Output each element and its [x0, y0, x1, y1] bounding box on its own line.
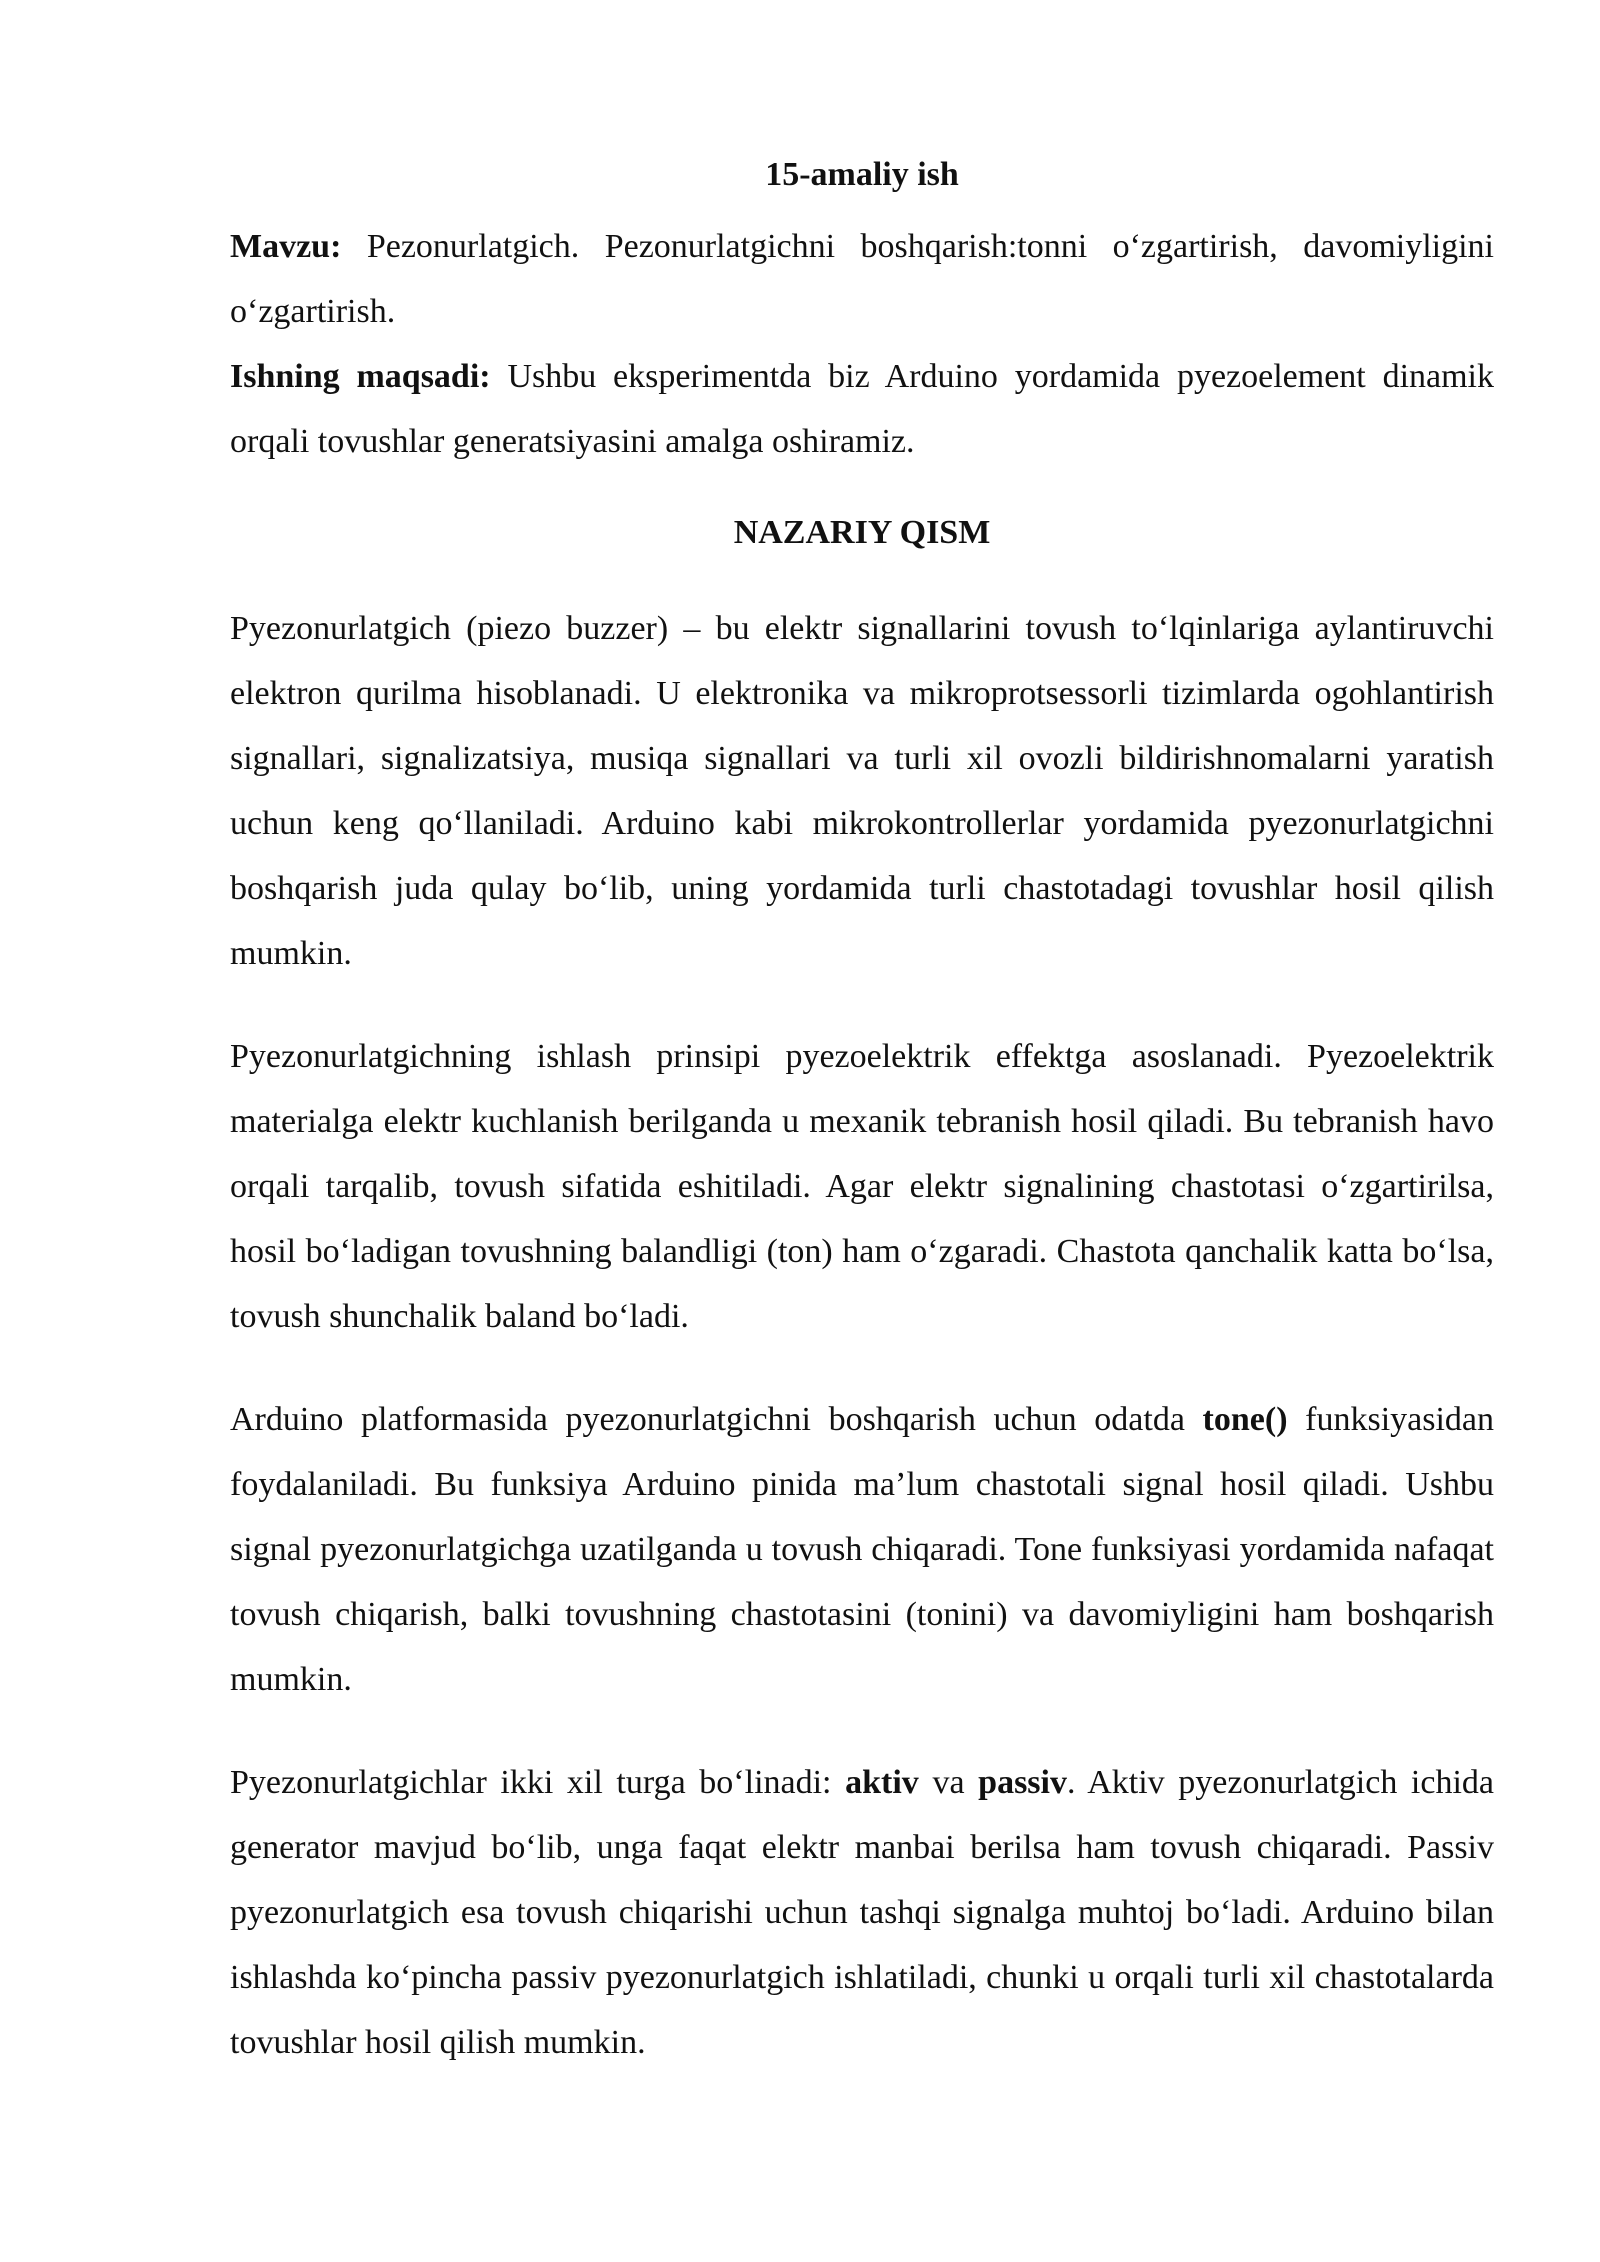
paragraph-3: [230, 1387, 1494, 1712]
topic-text: Pezonurlatgich. Pezonurlatgichni boshqarish:tonni o‘zgartirish, davomiyligini o‘zgartirish.: [230, 228, 1494, 330]
section-heading: NAZARIY QISM: [733, 514, 991, 551]
paragraph-4-text-a: Pyezonurlatgichlar ikki xil turga bo‘linadi:: [230, 1764, 832, 1801]
goal-label: Ishning maqsadi:: [230, 358, 491, 395]
paragraph-3-text-a: Arduino platformasida pyezonurlatgichni boshqarish uchun odatda: [230, 1401, 1185, 1438]
topic-line: [230, 214, 1494, 344]
paragraph-4-conjunction: va: [932, 1764, 965, 1801]
paragraph-3-text-b: funksiyasidan foydalaniladi. Bu funksiya Arduino pinida ma’lum chastotali signal hosil qiladi. Ushbu signal pyezonurlatgichga uzatilganda u tovush chiqaradi. Tone funksiyasi yordamida nafaqat tovush chiqarish, balki tovushning chastotasini (tonini) va davomiyligini ham boshqarish mumkin.: [230, 1401, 1495, 1698]
active-term: aktiv: [845, 1764, 919, 1801]
topic-label: Mavzu:: [230, 228, 342, 265]
document-title: 15-amaliy ish: [765, 156, 959, 193]
goal-line: [230, 344, 1494, 474]
paragraph-2: Pyezonurlatgichning ishlash prinsipi pyezoelektrik effektga asoslanadi. Pyezoelektrik materialga elektr kuchlanish berilganda u mexanik tebranish hosil qiladi. Bu tebranish havo orqali tarqalib, tovush sifatida eshitiladi. Agar elektr signalining chastotasi o‘zgartirilsa, hosil bo‘ladigan tovushning balandligi (ton) ham o‘zgaradi. Chastota qanchalik katta bo‘lsa, tovush shunchalik baland bo‘ladi.: [230, 1038, 1494, 1335]
paragraph-1: Pyezonurlatgich (piezo buzzer) – bu elektr signallarini tovush to‘lqinlariga aylantiruvchi elektron qurilma hisoblanadi. U elektronika va mikroprotsessorli tizimlarda ogohlantirish signallari, signalizatsiya, musiqa signallari va turli xil ovozli bildirishnomalarni yaratish uchun keng qo‘llaniladi. Arduino kabi mikrokontrollerlar yordamida pyezonurlatgichni boshqarish juda qulay bo‘lib, uning yordamida turli chastotadagi tovushlar hosil qilish mumkin.: [230, 610, 1494, 972]
goal-text: Ushbu eksperimentda biz Arduino yordamida pyezoelement dinamik orqali tovushlar generatsiyasini amalga oshiramiz.: [230, 358, 1495, 460]
document-page: [230, 150, 1494, 2113]
tone-function-name: tone(): [1202, 1401, 1288, 1438]
passive-term: passiv: [978, 1764, 1067, 1801]
paragraph-4: [230, 1750, 1494, 2075]
paragraph-4-text-b: . Aktiv pyezonurlatgich ichida generator mavjud bo‘lib, unga faqat elektr manbai berilsa ham tovush chiqaradi. Passiv pyezonurlatgich esa tovush chiqarishi uchun tashqi signalga muhtoj bo‘ladi. Arduino bilan ishlashda ko‘pincha passiv pyezonurlatgich ishlatiladi, chunki u orqali turli xil chastotalarda tovushlar hosil qilish mumkin.: [230, 1764, 1495, 2061]
